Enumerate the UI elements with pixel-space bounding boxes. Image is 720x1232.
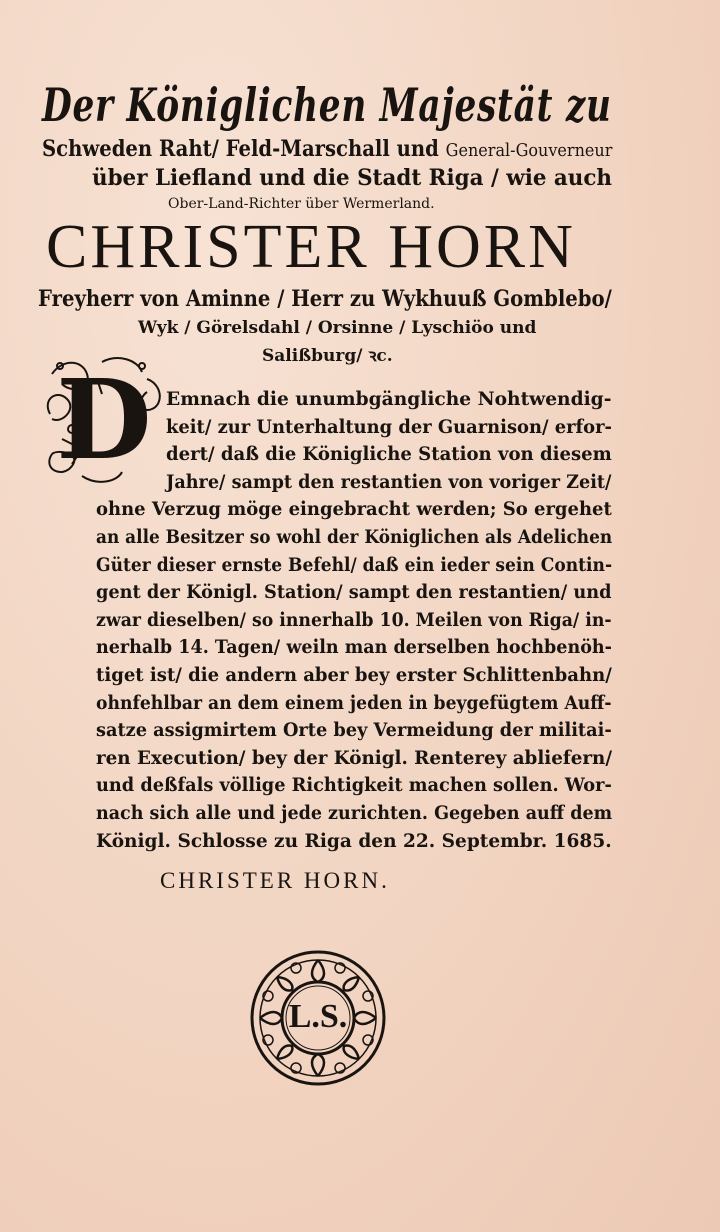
body-line: und deßfals völlige Richtigkeit machen sollen. Wor- (96, 774, 612, 797)
body-line: dert/ daß die Königliche Station von diesem (166, 443, 612, 466)
body-line: zwar dieselben/ so innerhalb 10. Meilen von Riga/ in- (96, 608, 612, 631)
header-line-1: Der Königlichen Majestät zu (42, 78, 612, 132)
body-line: tiget ist/ die andern aber bey erster Schlittenbahn/ (96, 664, 612, 686)
body-line: keit/ zur Unterhaltung der Guarnison/ erfor- (166, 415, 612, 438)
seal-text: L.S. (288, 998, 348, 1035)
body-line: Jahre/ sampt den restantien von voriger Zeit/ (166, 470, 612, 493)
header-line-3: über Liefland und die Stadt Riga / wie auch (92, 165, 613, 191)
body-line: nerhalb 14. Tagen/ weiln man derselben hochbenöh- (96, 636, 612, 659)
header-line-2-roman: General-Gouverneur (445, 140, 613, 161)
body-line: ohnfehlbar an dem einem jeden in beygefügtem Auff- (96, 691, 612, 714)
title-line-2: Wyk / Görelsdahl / Orsinne / Lyschiöo und (138, 318, 537, 338)
body-line: gent der Königl. Station/ sampt den restantien/ und (96, 581, 612, 604)
body-line: ohne Verzug möge eingebracht werden; So ergehet (96, 498, 612, 521)
body-line: ren Execution/ bey der Königl. Renterey abliefern/ (96, 746, 613, 769)
initial-letter: D (56, 355, 152, 484)
title-line-1: Freyherr von Aminne / Herr zu Wykhuuß Gomblebo/ (38, 286, 612, 312)
body-line: an alle Besitzer so wohl der Königlichen als Adelichen (96, 526, 613, 548)
body-line: Königl. Schlosse zu Riga den 22. Septembr. 1685. (96, 829, 612, 852)
header-line-2-text: Schweden Raht/ Feld-Marschall und (42, 136, 446, 162)
body-line: Emnach die unumbgängliche Nohtwendig- (166, 388, 612, 410)
header-line-2 (42, 136, 612, 162)
body-line: Güter dieser ernste Befehl/ daß ein ieder sein Contin- (96, 553, 613, 576)
issuer-name: CHRISTER HORN (46, 213, 576, 281)
title-line-3: Salißburg/ ꝛc. (262, 346, 393, 366)
header-line-4: Ober-Land-Richter über Wermerland. (168, 196, 435, 212)
decorated-initial (42, 354, 166, 486)
body-line: nach sich alle und jede zurichten. Gegeben auff dem (96, 802, 613, 824)
signature: CHRISTER HORN. (160, 868, 390, 893)
body-line: satze assigmirtem Orte bey Vermeidung der militai- (96, 719, 612, 742)
